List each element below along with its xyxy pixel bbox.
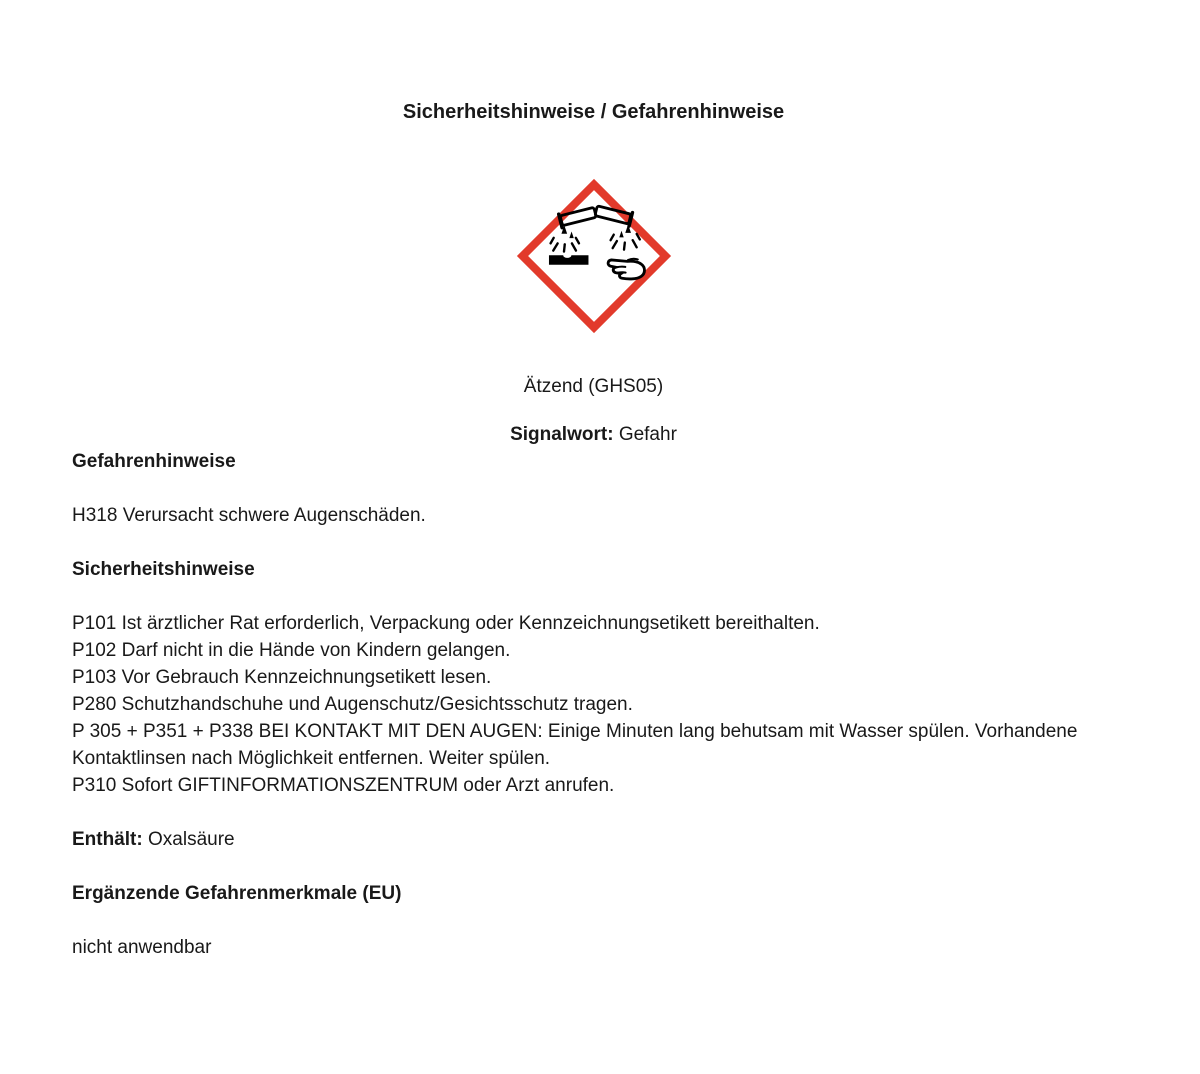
precautionary-statement-p101: P101 Ist ärztlicher Rat erforderlich, Verpackung oder Kennzeichnungsetikett bereithalten. bbox=[72, 613, 820, 634]
contains-value: Oxalsäure bbox=[148, 829, 235, 850]
ghs05-corrosive-icon bbox=[515, 177, 673, 335]
contains-label: Enthält: bbox=[72, 829, 143, 850]
hazard-statements-heading: Gefahrenhinweise bbox=[72, 451, 236, 472]
signal-word-line bbox=[72, 421, 1115, 448]
precautionary-statement-p310: P310 Sofort GIFTINFORMATIONSZENTRUM oder Arzt anrufen. bbox=[72, 775, 615, 796]
precautionary-statement-p102: P102 Darf nicht in die Hände von Kindern gelangen. bbox=[72, 640, 511, 661]
precautionary-statement-p280: P280 Schutzhandschuhe und Augenschutz/Gesichtsschutz tragen. bbox=[72, 694, 633, 715]
pictogram-row bbox=[72, 177, 1115, 335]
signal-word-label: Signalwort: bbox=[510, 424, 614, 445]
page-title: Sicherheitshinweise / Gefahrenhinweise bbox=[402, 101, 785, 123]
hazard-statement-h318: H318 Verursacht schwere Augenschäden. bbox=[72, 505, 426, 526]
precautionary-statements-heading: Sicherheitshinweise bbox=[72, 559, 255, 580]
supplemental-hazard-heading: Ergänzende Gefahrenmerkmale (EU) bbox=[72, 883, 402, 904]
supplemental-hazard-content bbox=[72, 934, 1115, 961]
contains-line bbox=[72, 826, 1115, 853]
pictogram-caption: Ätzend (GHS05) bbox=[523, 376, 664, 397]
hazard-statements bbox=[72, 502, 1115, 529]
supplemental-hazard-value: nicht anwendbar bbox=[72, 937, 212, 958]
precautionary-statement-p305-p351-p338: P 305 + P351 + P338 BEI KONTAKT MIT DEN AUGEN: Einige Minuten lang behutsam mit Wasser spülen. Vorhandene Kontaktlinsen nach Möglichkeit entfernen. Weiter spülen. bbox=[72, 721, 1078, 769]
signal-word-value: Gefahr bbox=[618, 424, 677, 445]
precautionary-statements bbox=[72, 610, 1115, 799]
precautionary-statement-p103: P103 Vor Gebrauch Kennzeichnungsetikett lesen. bbox=[72, 667, 492, 688]
